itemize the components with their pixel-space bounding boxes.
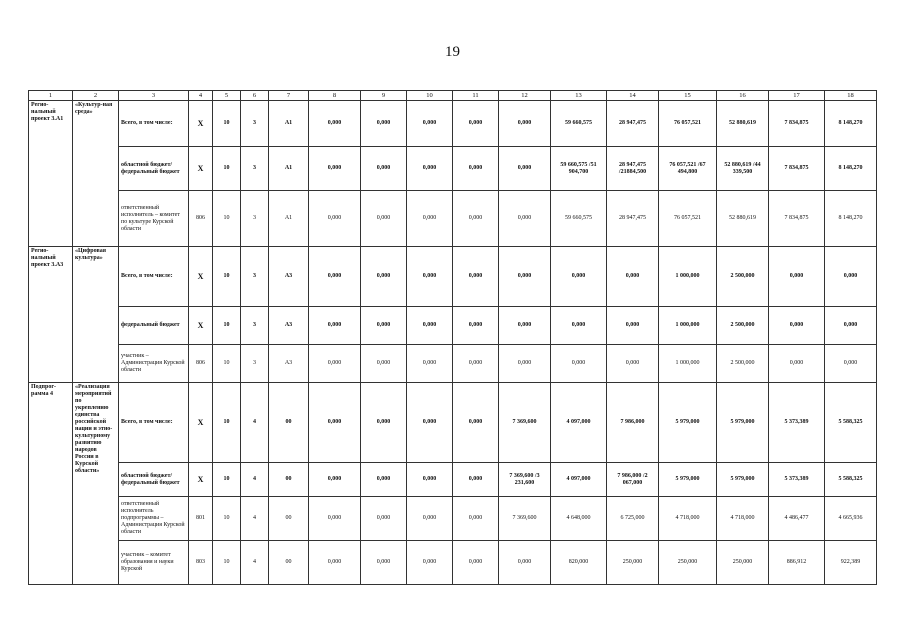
target-code: А1 [269,101,309,147]
value-cell: 0,000 [361,191,407,247]
value-cell: 0,000 [309,497,361,541]
value-cell: 0,000 [825,345,877,383]
target-code: 00 [269,383,309,463]
value-cell: 0,000 [499,101,551,147]
value-cell: 0,000 [407,463,453,497]
value-cell: 0,000 [407,147,453,191]
value-cell: 0,000 [825,247,877,307]
value-cell: 7 834,875 [769,147,825,191]
value-cell: 7 369,600 [499,497,551,541]
value-cell: 4 718,000 [717,497,769,541]
subsection-code: 4 [241,383,269,463]
value-cell: 4 097,000 [551,463,607,497]
value-cell: 922,389 [825,541,877,585]
value-cell: 6 725,000 [607,497,659,541]
grbs-code: 806 [189,345,213,383]
value-cell: 0,000 [453,463,499,497]
page-number: 19 [445,44,460,60]
value-cell: 76 057,521 [659,101,717,147]
col-header: 6 [241,91,269,101]
row-label: участник – Администрация Курской области [119,345,189,383]
value-cell: 0,000 [361,463,407,497]
grbs-code: Х [189,247,213,307]
row-label: Всего, в том числе: [119,247,189,307]
value-cell: 0,000 [499,147,551,191]
value-cell: 820,000 [551,541,607,585]
value-cell: 0,000 [453,101,499,147]
value-cell: 0,000 [309,463,361,497]
value-cell: 0,000 [499,307,551,345]
subsection-code: 3 [241,247,269,307]
value-cell: 250,000 [607,541,659,585]
row-label: Всего, в том числе: [119,101,189,147]
grbs-code: Х [189,383,213,463]
col-header: 7 [269,91,309,101]
section-code: 10 [213,383,241,463]
col-header: 2 [73,91,119,101]
subsection-code: 3 [241,191,269,247]
value-cell: 0,000 [361,247,407,307]
value-cell: 0,000 [769,247,825,307]
value-cell: 0,000 [361,101,407,147]
grbs-code: 806 [189,191,213,247]
section-code: 10 [213,247,241,307]
value-cell: 0,000 [309,307,361,345]
value-cell: 0,000 [499,247,551,307]
value-cell: 7 986,000 /2 067,000 [607,463,659,497]
section-code: 10 [213,147,241,191]
table-row [29,247,877,307]
value-cell: 250,000 [717,541,769,585]
value-cell: 0,000 [453,307,499,345]
grbs-code: 801 [189,497,213,541]
value-cell: 0,000 [407,541,453,585]
table-row [29,101,877,147]
value-cell: 0,000 [361,147,407,191]
value-cell: 4 718,000 [659,497,717,541]
value-cell: 0,000 [361,497,407,541]
value-cell: 0,000 [407,497,453,541]
budget-table [28,90,877,585]
header-row [29,91,877,101]
value-cell: 0,000 [499,541,551,585]
value-cell: 8 148,270 [825,101,877,147]
value-cell: 0,000 [309,383,361,463]
value-cell: 0,000 [453,541,499,585]
value-cell: 0,000 [309,345,361,383]
value-cell: 7 369,600 [499,383,551,463]
value-cell: 5 979,000 [717,383,769,463]
value-cell: 52 880,619 /44 339,500 [717,147,769,191]
value-cell: 7 834,875 [769,191,825,247]
grbs-code: Х [189,307,213,345]
value-cell: 5 979,000 [659,383,717,463]
value-cell: 52 880,619 [717,101,769,147]
value-cell: 0,000 [407,307,453,345]
value-cell: 0,000 [453,497,499,541]
col-header: 10 [407,91,453,101]
col-header: 16 [717,91,769,101]
grbs-code: Х [189,463,213,497]
value-cell: 4 097,000 [551,383,607,463]
value-cell: 0,000 [607,345,659,383]
subsection-code: 3 [241,307,269,345]
value-cell: 0,000 [551,247,607,307]
value-cell: 0,000 [453,147,499,191]
row-group-code: Регио-нальный проект 3.А3 [29,247,73,383]
value-cell: 0,000 [453,191,499,247]
value-cell: 8 148,270 [825,147,877,191]
target-code: А3 [269,345,309,383]
value-cell: 0,000 [499,191,551,247]
value-cell: 76 057,521 /67 494,800 [659,147,717,191]
target-code: 00 [269,463,309,497]
value-cell: 5 979,000 [659,463,717,497]
section-code: 10 [213,541,241,585]
col-header: 18 [825,91,877,101]
value-cell: 0,000 [361,307,407,345]
table-row [29,307,877,345]
value-cell: 5 588,325 [825,383,877,463]
value-cell: 0,000 [309,247,361,307]
table-row [29,463,877,497]
col-header: 5 [213,91,241,101]
target-code: А1 [269,191,309,247]
target-code: 00 [269,541,309,585]
value-cell: 5 588,325 [825,463,877,497]
section-code: 10 [213,345,241,383]
value-cell: 28 947,475 [607,101,659,147]
value-cell: 52 880,619 [717,191,769,247]
col-header: 14 [607,91,659,101]
table-row [29,345,877,383]
value-cell: 2 500,000 [717,247,769,307]
section-code: 10 [213,191,241,247]
value-cell: 7 986,000 [607,383,659,463]
value-cell: 0,000 [407,383,453,463]
value-cell: 0,000 [309,101,361,147]
table-body [29,101,877,585]
value-cell: 0,000 [607,307,659,345]
value-cell: 250,000 [659,541,717,585]
value-cell: 4 665,936 [825,497,877,541]
table-row [29,147,877,191]
value-cell: 1 000,000 [659,345,717,383]
subsection-code: 4 [241,541,269,585]
value-cell: 8 148,270 [825,191,877,247]
value-cell: 28 947,475 [607,191,659,247]
value-cell: 0,000 [361,541,407,585]
subsection-code: 3 [241,345,269,383]
value-cell: 0,000 [309,147,361,191]
value-cell: 2 500,000 [717,345,769,383]
subsection-code: 4 [241,463,269,497]
value-cell: 2 500,000 [717,307,769,345]
value-cell: 7 369,600 /3 231,600 [499,463,551,497]
section-code: 10 [213,307,241,345]
value-cell: 0,000 [825,307,877,345]
col-header: 12 [499,91,551,101]
section-code: 10 [213,497,241,541]
col-header: 4 [189,91,213,101]
value-cell: 1 000,000 [659,247,717,307]
subsection-code: 3 [241,101,269,147]
value-cell: 0,000 [407,247,453,307]
col-header: 11 [453,91,499,101]
value-cell: 0,000 [607,247,659,307]
value-cell: 0,000 [361,345,407,383]
value-cell: 886,912 [769,541,825,585]
value-cell: 0,000 [453,345,499,383]
row-label: Всего, в том числе: [119,383,189,463]
section-code: 10 [213,101,241,147]
row-group-code: Подпрог-рамма 4 [29,383,73,585]
value-cell: 4 486,477 [769,497,825,541]
value-cell: 0,000 [453,247,499,307]
col-header: 1 [29,91,73,101]
value-cell: 76 057,521 [659,191,717,247]
value-cell: 0,000 [407,101,453,147]
subsection-code: 3 [241,147,269,191]
table-row [29,541,877,585]
target-code: 00 [269,497,309,541]
value-cell: 5 979,000 [717,463,769,497]
target-code: А3 [269,307,309,345]
value-cell: 59 660,575 [551,101,607,147]
value-cell: 0,000 [309,191,361,247]
section-code: 10 [213,463,241,497]
col-header: 9 [361,91,407,101]
grbs-code: 803 [189,541,213,585]
row-label: областной бюджет/ федеральный бюджет [119,463,189,497]
table-row [29,191,877,247]
value-cell: 0,000 [361,383,407,463]
value-cell: 0,000 [551,307,607,345]
row-label: ответственный исполнитель подпрограммы – Администрация Курской области [119,497,189,541]
value-cell: 5 373,389 [769,383,825,463]
row-label: участник – комитет образования и науки Курской [119,541,189,585]
value-cell: 4 648,000 [551,497,607,541]
value-cell: 1 000,000 [659,307,717,345]
table-row [29,383,877,463]
row-label: федеральный бюджет [119,307,189,345]
value-cell: 7 834,875 [769,101,825,147]
value-cell: 0,000 [769,307,825,345]
value-cell: 0,000 [499,345,551,383]
value-cell: 0,000 [407,191,453,247]
value-cell: 59 660,575 [551,191,607,247]
row-label: ответственный исполнитель – комитет по культуре Курской области [119,191,189,247]
subsection-code: 4 [241,497,269,541]
row-group-title: «Культур-ная среда» [73,101,119,247]
value-cell: 0,000 [407,345,453,383]
target-code: А3 [269,247,309,307]
table-row [29,497,877,541]
row-group-title: «Реализация мероприятий по укреплению единства российской нации и этно-культурному развитию народов России в Курской области» [73,383,119,585]
value-cell: 5 373,389 [769,463,825,497]
col-header: 17 [769,91,825,101]
row-label: областной бюджет/ федеральный бюджет [119,147,189,191]
row-group-code: Регио-нальный проект 3.А1 [29,101,73,247]
value-cell: 0,000 [453,383,499,463]
col-header: 3 [119,91,189,101]
value-cell: 59 660,575 /51 904,700 [551,147,607,191]
value-cell: 28 947,475 /21884,500 [607,147,659,191]
value-cell: 0,000 [309,541,361,585]
row-group-title: «Цифровая культура» [73,247,119,383]
target-code: А1 [269,147,309,191]
col-header: 8 [309,91,361,101]
grbs-code: Х [189,147,213,191]
grbs-code: Х [189,101,213,147]
col-header: 15 [659,91,717,101]
value-cell: 0,000 [769,345,825,383]
value-cell: 0,000 [551,345,607,383]
col-header: 13 [551,91,607,101]
